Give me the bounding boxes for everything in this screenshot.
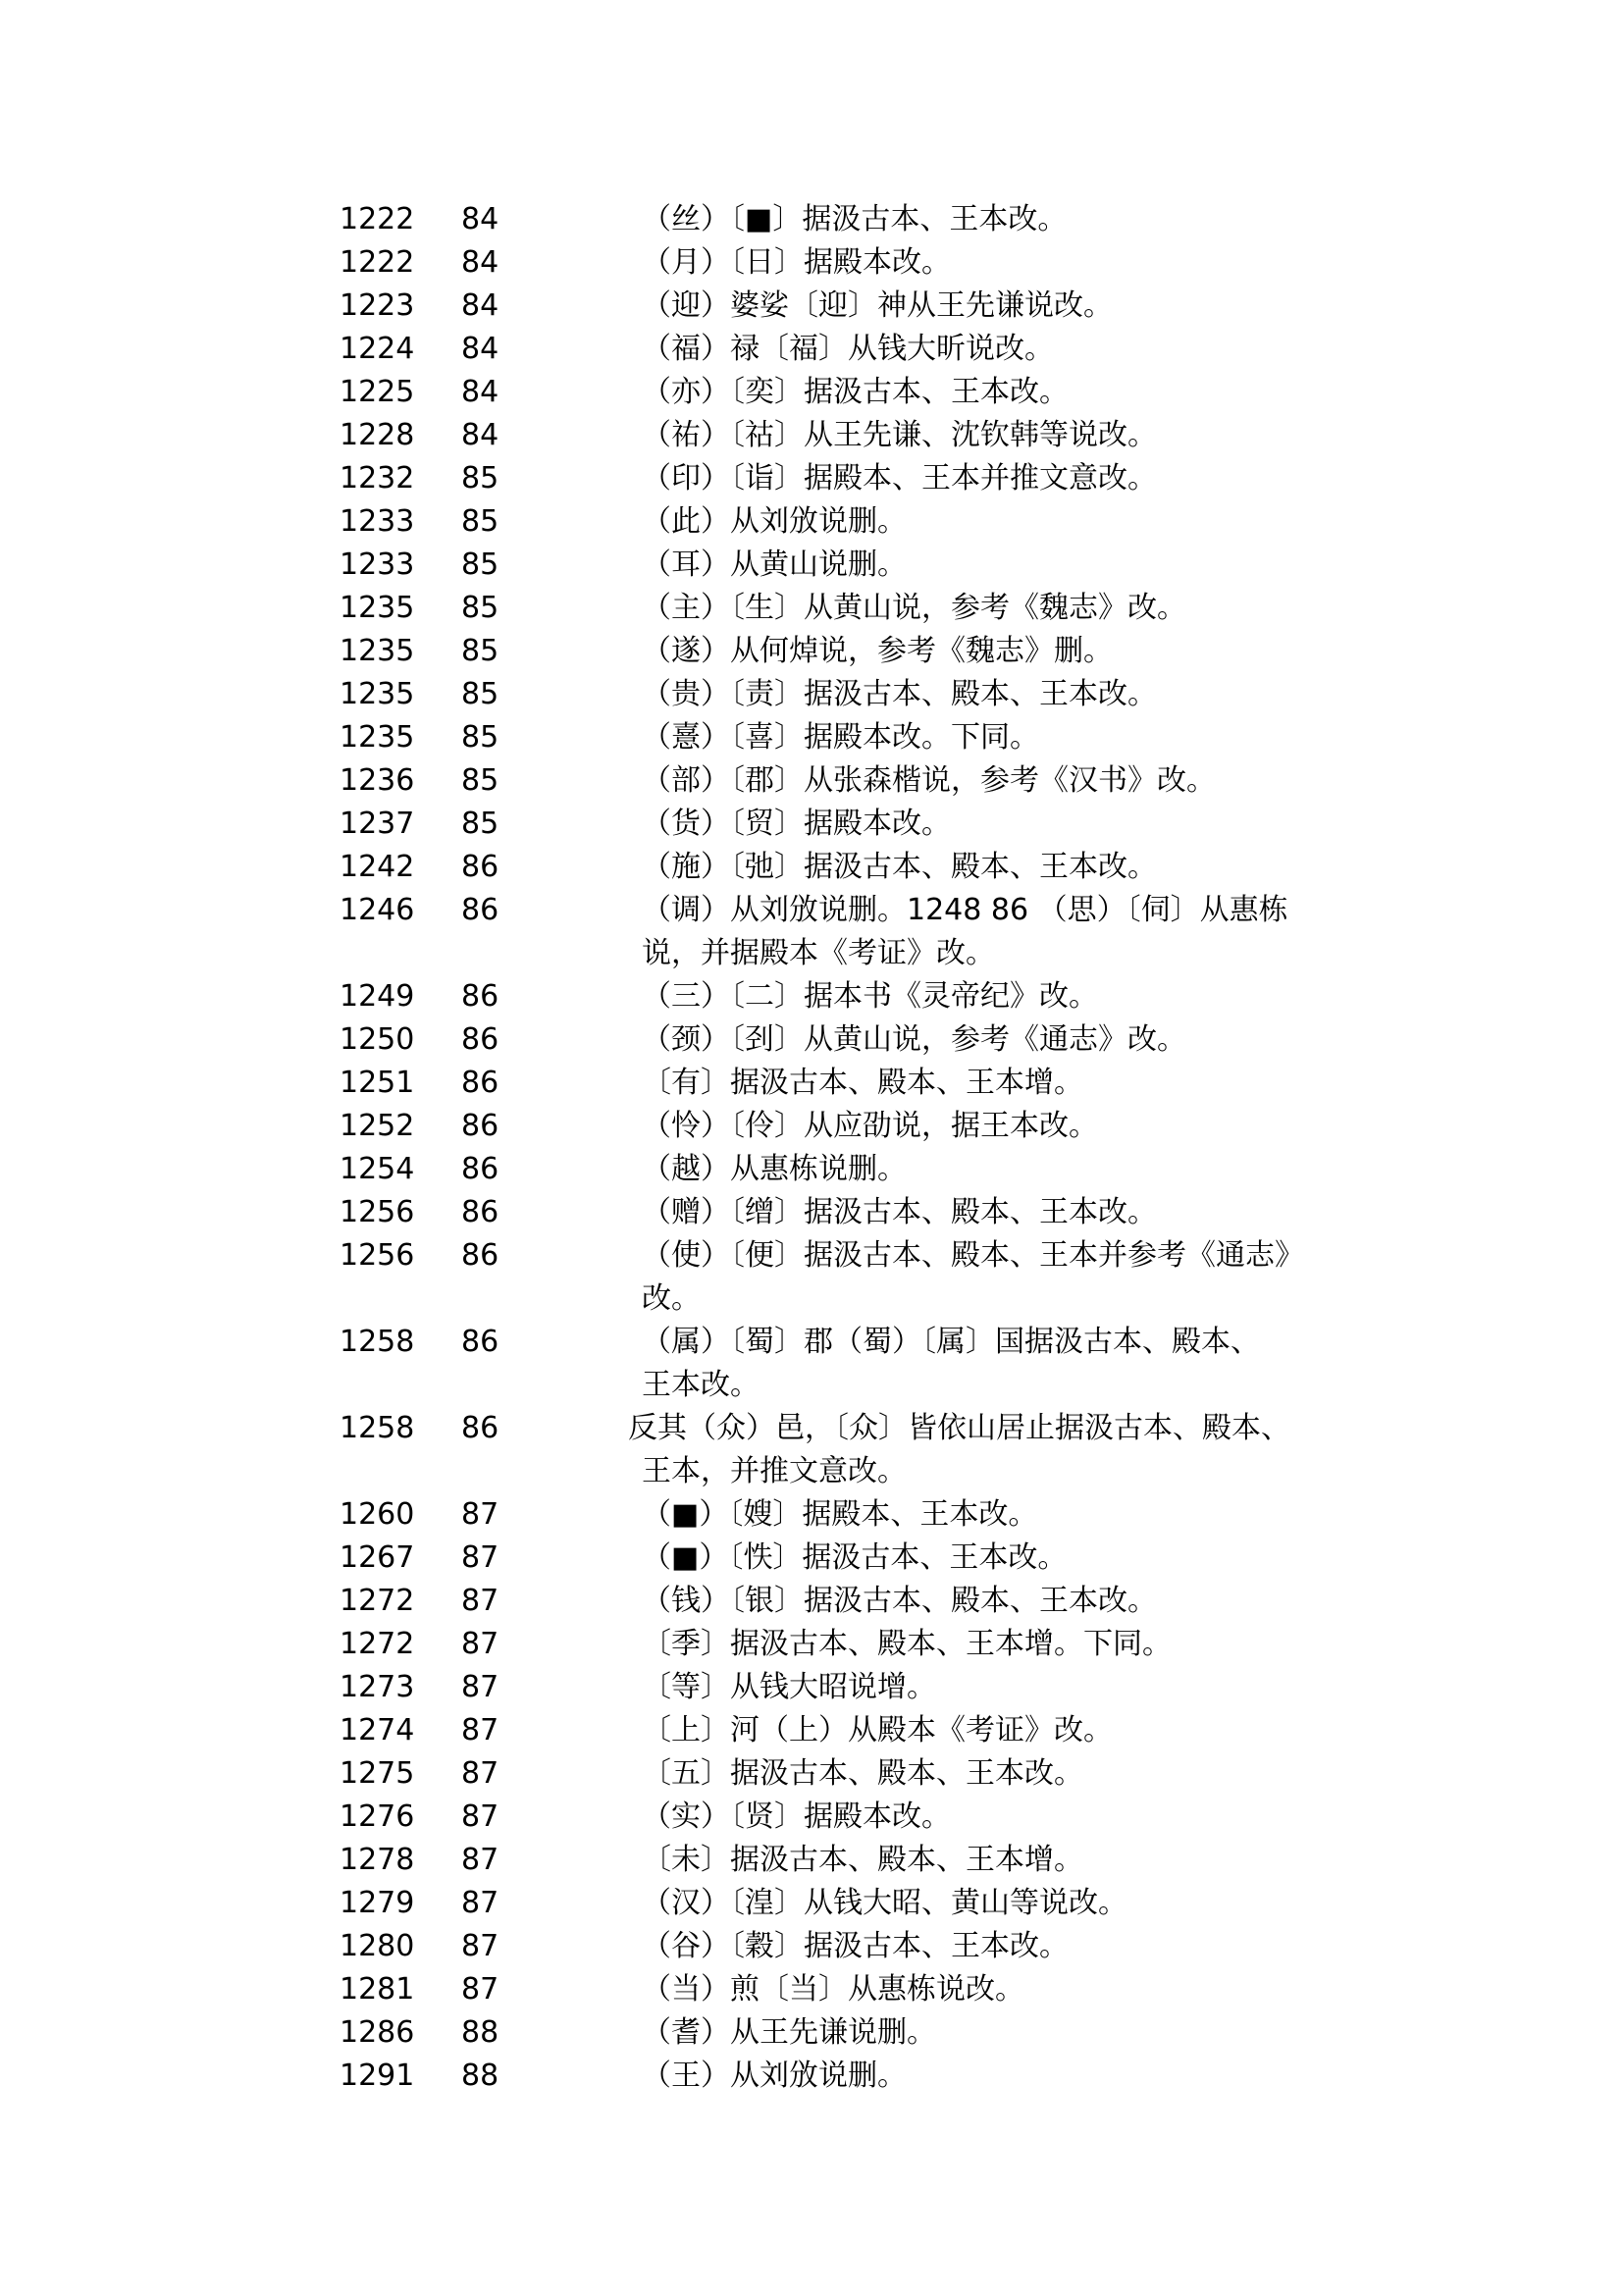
chapter-number: 85 bbox=[461, 720, 499, 755]
page-number: 1267 bbox=[340, 1540, 415, 1575]
page-number: 1280 bbox=[340, 1929, 415, 1963]
page-number: 1291 bbox=[340, 2059, 415, 2093]
page-number: 1235 bbox=[340, 720, 415, 755]
note-entry bbox=[0, 2055, 1624, 2098]
note-entry bbox=[0, 1537, 1624, 1580]
note-entry bbox=[0, 1148, 1624, 1191]
note-text: （使）〔便〕据汲古本、殿本、王本并参考《通志》 bbox=[642, 1238, 1304, 1273]
note-text: 〔有〕据汲古本、殿本、王本增。 bbox=[642, 1066, 1083, 1100]
page-number: 1258 bbox=[340, 1411, 415, 1445]
chapter-number: 86 bbox=[461, 893, 499, 927]
page-number: 1224 bbox=[340, 332, 415, 366]
note-text: （施）〔弛〕据汲古本、殿本、王本改。 bbox=[642, 850, 1157, 884]
page-number: 1256 bbox=[340, 1195, 415, 1229]
page-number: 1237 bbox=[340, 807, 415, 841]
note-entry bbox=[0, 328, 1624, 371]
chapter-number: 84 bbox=[461, 375, 499, 409]
note-entry bbox=[0, 2011, 1624, 2055]
note-text-continuation: 改。 bbox=[642, 1281, 701, 1316]
note-entry bbox=[0, 1968, 1624, 2011]
page-number: 1236 bbox=[340, 763, 415, 798]
note-entry bbox=[0, 759, 1624, 803]
page-number: 1258 bbox=[340, 1325, 415, 1359]
page-number: 1232 bbox=[340, 461, 415, 495]
chapter-number: 85 bbox=[461, 547, 499, 582]
page-number: 1279 bbox=[340, 1886, 415, 1920]
chapter-number: 86 bbox=[461, 1411, 499, 1445]
note-text: 〔未〕据汲古本、殿本、王本增。 bbox=[642, 1843, 1083, 1877]
note-text: （货）〔贸〕据殿本改。 bbox=[642, 807, 951, 841]
chapter-number: 87 bbox=[461, 1756, 499, 1791]
note-entry bbox=[0, 198, 1624, 241]
page-number: 1222 bbox=[340, 202, 415, 236]
note-entry bbox=[0, 1191, 1624, 1234]
note-entry bbox=[0, 1234, 1624, 1321]
note-text: （耳）从黄山说删。 bbox=[642, 547, 907, 582]
note-text: （迎）婆娑〔迎〕神从王先谦说改。 bbox=[642, 288, 1113, 323]
note-text: （怜）〔伶〕从应劭说，据王本改。 bbox=[642, 1109, 1098, 1143]
note-text-continuation: 说，并据殿本《考证》改。 bbox=[642, 936, 995, 970]
note-entry bbox=[0, 587, 1624, 630]
page-number: 1246 bbox=[340, 893, 415, 927]
note-entry bbox=[0, 414, 1624, 457]
page-number: 1286 bbox=[340, 2015, 415, 2050]
note-text: 〔等〕从钱大昭说增。 bbox=[642, 1670, 936, 1704]
note-text: （当）煎〔当〕从惠栋说改。 bbox=[642, 1972, 1024, 2007]
note-entry bbox=[0, 1839, 1624, 1882]
note-text: （■）〔怢〕据汲古本、王本改。 bbox=[642, 1540, 1068, 1575]
note-entry bbox=[0, 1752, 1624, 1796]
page-number: 1233 bbox=[340, 547, 415, 582]
note-entry bbox=[0, 1796, 1624, 1839]
note-entry bbox=[0, 1105, 1624, 1148]
note-text: （贵）〔责〕据汲古本、殿本、王本改。 bbox=[642, 677, 1157, 711]
note-entry bbox=[0, 1882, 1624, 1925]
note-text: （部）〔郡〕从张森楷说，参考《汉书》改。 bbox=[642, 763, 1216, 798]
note-entry bbox=[0, 716, 1624, 759]
chapter-number: 87 bbox=[461, 1886, 499, 1920]
note-entry bbox=[0, 1666, 1624, 1709]
note-entry bbox=[0, 241, 1624, 285]
note-text: （■）〔嫂〕据殿本、王本改。 bbox=[642, 1497, 1038, 1532]
note-entry bbox=[0, 1493, 1624, 1537]
page-number: 1235 bbox=[340, 634, 415, 668]
note-text: （月）〔日〕据殿本改。 bbox=[642, 245, 951, 280]
note-entry bbox=[0, 457, 1624, 500]
note-text: （主）〔生〕从黄山说，参考《魏志》改。 bbox=[642, 591, 1186, 625]
page-number: 1276 bbox=[340, 1799, 415, 1834]
collation-notes-list bbox=[0, 198, 1624, 2098]
note-text: （调）从刘攽说删。1248 86 （思）〔伺〕从惠栋 bbox=[642, 893, 1288, 927]
chapter-number: 87 bbox=[461, 1670, 499, 1704]
page-number: 1278 bbox=[340, 1843, 415, 1877]
chapter-number: 87 bbox=[461, 1540, 499, 1575]
page-number: 1223 bbox=[340, 288, 415, 323]
note-entry bbox=[0, 975, 1624, 1018]
chapter-number: 87 bbox=[461, 1497, 499, 1532]
note-entry bbox=[0, 630, 1624, 673]
chapter-number: 86 bbox=[461, 1109, 499, 1143]
chapter-number: 84 bbox=[461, 418, 499, 452]
chapter-number: 86 bbox=[461, 1066, 499, 1100]
note-entry bbox=[0, 1925, 1624, 1968]
chapter-number: 85 bbox=[461, 504, 499, 539]
note-text-continuation: 王本改。 bbox=[642, 1368, 760, 1402]
note-entry bbox=[0, 1407, 1624, 1493]
note-entry bbox=[0, 673, 1624, 716]
note-text: （三）〔二〕据本书《灵帝纪》改。 bbox=[642, 979, 1098, 1014]
note-entry bbox=[0, 371, 1624, 414]
chapter-number: 85 bbox=[461, 763, 499, 798]
note-entry bbox=[0, 889, 1624, 975]
note-entry bbox=[0, 1709, 1624, 1752]
chapter-number: 87 bbox=[461, 1972, 499, 2007]
page-number: 1274 bbox=[340, 1713, 415, 1747]
chapter-number: 87 bbox=[461, 1799, 499, 1834]
page-number: 1250 bbox=[340, 1022, 415, 1057]
page-number: 1256 bbox=[340, 1238, 415, 1273]
page-number: 1235 bbox=[340, 677, 415, 711]
note-text: （憙）〔喜〕据殿本改。下同。 bbox=[642, 720, 1039, 755]
note-text: （钱）〔银〕据汲古本、殿本、王本改。 bbox=[642, 1584, 1157, 1618]
chapter-number: 88 bbox=[461, 2059, 499, 2093]
chapter-number: 87 bbox=[461, 1627, 499, 1661]
note-text: （福）禄〔福〕从钱大昕说改。 bbox=[642, 332, 1054, 366]
note-text: （印）〔诣〕据殿本、王本并推文意改。 bbox=[642, 461, 1157, 495]
chapter-number: 87 bbox=[461, 1713, 499, 1747]
chapter-number: 86 bbox=[461, 1152, 499, 1186]
note-entry bbox=[0, 1321, 1624, 1407]
chapter-number: 86 bbox=[461, 979, 499, 1014]
page-number: 1235 bbox=[340, 591, 415, 625]
page-number: 1225 bbox=[340, 375, 415, 409]
page-number: 1249 bbox=[340, 979, 415, 1014]
chapter-number: 84 bbox=[461, 245, 499, 280]
chapter-number: 85 bbox=[461, 634, 499, 668]
chapter-number: 87 bbox=[461, 1584, 499, 1618]
chapter-number: 86 bbox=[461, 1325, 499, 1359]
note-text: （亦）〔奕〕据汲古本、王本改。 bbox=[642, 375, 1069, 409]
chapter-number: 87 bbox=[461, 1929, 499, 1963]
page-number: 1252 bbox=[340, 1109, 415, 1143]
note-text: （丝）〔■〕据汲古本、王本改。 bbox=[642, 202, 1068, 236]
chapter-number: 88 bbox=[461, 2015, 499, 2050]
note-text: 〔五〕据汲古本、殿本、王本改。 bbox=[642, 1756, 1083, 1791]
page-number: 1228 bbox=[340, 418, 415, 452]
chapter-number: 85 bbox=[461, 461, 499, 495]
note-text: （耆）从王先谦说删。 bbox=[642, 2015, 936, 2050]
note-entry bbox=[0, 846, 1624, 889]
chapter-number: 86 bbox=[461, 1195, 499, 1229]
note-text: （谷）〔穀〕据汲古本、王本改。 bbox=[642, 1929, 1069, 1963]
note-text: （实）〔贤〕据殿本改。 bbox=[642, 1799, 951, 1834]
note-entry bbox=[0, 1580, 1624, 1623]
page-number: 1222 bbox=[340, 245, 415, 280]
note-text: （王）从刘攽说删。 bbox=[642, 2059, 907, 2093]
note-text: （颈）〔刭〕从黄山说，参考《通志》改。 bbox=[642, 1022, 1186, 1057]
note-text-continuation: 王本，并推文意改。 bbox=[642, 1454, 907, 1488]
note-entry bbox=[0, 1623, 1624, 1666]
chapter-number: 86 bbox=[461, 850, 499, 884]
chapter-number: 84 bbox=[461, 332, 499, 366]
page-number: 1260 bbox=[340, 1497, 415, 1532]
chapter-number: 87 bbox=[461, 1843, 499, 1877]
chapter-number: 85 bbox=[461, 677, 499, 711]
note-text: （汉）〔湟〕从钱大昭、黄山等说改。 bbox=[642, 1886, 1127, 1920]
note-text: （遂）从何焯说，参考《魏志》删。 bbox=[642, 634, 1113, 668]
chapter-number: 85 bbox=[461, 807, 499, 841]
note-entry bbox=[0, 1062, 1624, 1105]
note-entry bbox=[0, 1018, 1624, 1062]
page-number: 1275 bbox=[340, 1756, 415, 1791]
chapter-number: 84 bbox=[461, 202, 499, 236]
note-entry bbox=[0, 500, 1624, 544]
page-number: 1272 bbox=[340, 1584, 415, 1618]
note-text: 反其（众）邑，〔众〕皆依山居止据汲古本、殿本、 bbox=[628, 1411, 1290, 1445]
page-number: 1254 bbox=[340, 1152, 415, 1186]
page-number: 1272 bbox=[340, 1627, 415, 1661]
note-text: （赠）〔缯〕据汲古本、殿本、王本改。 bbox=[642, 1195, 1157, 1229]
note-text: 〔季〕据汲古本、殿本、王本增。下同。 bbox=[642, 1627, 1172, 1661]
page-number: 1281 bbox=[340, 1972, 415, 2007]
note-entry bbox=[0, 803, 1624, 846]
chapter-number: 86 bbox=[461, 1238, 499, 1273]
page-number: 1233 bbox=[340, 504, 415, 539]
chapter-number: 84 bbox=[461, 288, 499, 323]
note-text: （越）从惠栋说删。 bbox=[642, 1152, 907, 1186]
note-text: （此）从刘攽说删。 bbox=[642, 504, 907, 539]
page-number: 1273 bbox=[340, 1670, 415, 1704]
page-number: 1242 bbox=[340, 850, 415, 884]
page-number: 1251 bbox=[340, 1066, 415, 1100]
note-entry bbox=[0, 544, 1624, 587]
note-entry bbox=[0, 285, 1624, 328]
note-text: 〔上〕河（上）从殿本《考证》改。 bbox=[642, 1713, 1113, 1747]
note-text: （属）〔蜀〕郡（蜀）〔属〕国据汲古本、殿本、 bbox=[642, 1325, 1260, 1359]
chapter-number: 86 bbox=[461, 1022, 499, 1057]
chapter-number: 85 bbox=[461, 591, 499, 625]
note-text: （祐）〔祜〕从王先谦、沈钦韩等说改。 bbox=[642, 418, 1157, 452]
